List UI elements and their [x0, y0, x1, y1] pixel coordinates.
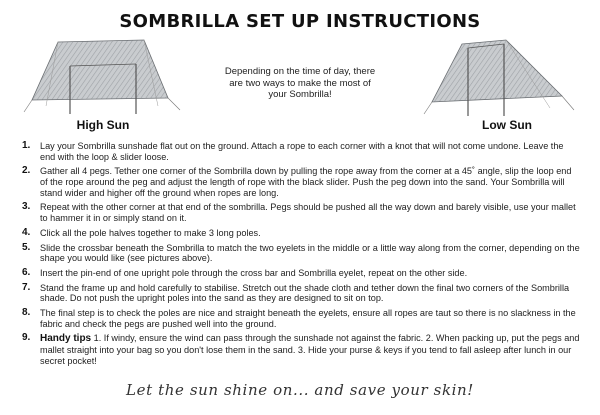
- step-text: Slide the crossbar beneath the Sombrilla to match the two eyelets in the middle or a little way along from the corner, depending on the shape you would like (see pictures above).: [40, 242, 580, 264]
- step-item: [22, 141, 580, 162]
- low-sun-illustration: [420, 38, 580, 118]
- step-item: [22, 283, 580, 304]
- tips-text: 1. If windy, ensure the wind can pass through the sunshade not against the fabric. 2. When packing up, put the pegs and mallet straight into your bag so you don't lose them in the sand. 3. Hide your purse & keys if you tend to fall asleep after lunch in our secret pocket!: [40, 333, 580, 366]
- step-number: 6.: [22, 266, 31, 278]
- step-number: 4.: [22, 226, 31, 238]
- step-number: 5.: [22, 241, 31, 253]
- page-title: SOMBRILLA SET UP INSTRUCTIONS: [119, 11, 481, 32]
- step-text: Click all the pole halves together to make 3 long poles.: [40, 227, 261, 238]
- intro-text: Depending on the time of day, there are two ways to make the most of your Sombrilla!: [224, 66, 376, 100]
- step-item: [22, 243, 580, 264]
- step-item: [22, 166, 580, 198]
- instruction-steps: [22, 141, 580, 370]
- step-item: [22, 228, 580, 239]
- step-text: The final step is to check the poles are nice and straight beneath the eyelets, ensure all ropes are taut so there is no slackness in the fabric and check the pegs are pushed well into the ground.: [40, 308, 576, 329]
- low-sun-label: Low Sun: [482, 118, 532, 132]
- step-text: Insert the pin-end of one upright pole through the cross bar and Sombrilla eyelet, repeat on the other side.: [40, 267, 468, 278]
- step-number: 9.: [22, 332, 31, 344]
- step-item: [22, 308, 580, 329]
- step-number: 2.: [22, 165, 31, 177]
- tips-label: Handy tips: [40, 333, 92, 345]
- step-text: Repeat with the other corner at that end of the sombrilla. Pegs should be pushed all the way down and barely visible, use your mallet to hammer it in or simply stand on it.: [40, 202, 576, 223]
- step-number: 8.: [22, 307, 31, 319]
- step-text: Lay your Sombrilla sunshade flat out on the ground. Attach a rope to each corner with a knot that will not come undone. Leave the end with the loop & slider loose.: [40, 141, 564, 162]
- footer-slogan: Let the sun shine on... and save your skin!: [126, 381, 474, 399]
- high-sun-label: High Sun: [76, 118, 130, 132]
- step-number: 3.: [22, 201, 31, 213]
- high-sun-illustration: [18, 36, 188, 116]
- step-item: [22, 268, 580, 279]
- step-text: Gather all 4 pegs. Tether one corner of the Sombrilla down by pulling the rope away from the corner at a 45˚ angle, slip the loop end of the rope around the peg and adjust the length of rope with the black slider. Push the peg down into the sand. Your Sombrilla will stand wider and higher off the ground when ropes are long.: [40, 166, 572, 198]
- tips-item: [22, 333, 580, 366]
- step-item: [22, 202, 580, 223]
- step-text: Stand the frame up and hold carefully to stabilise. Stretch out the shade cloth and tether down the final two corners of the Sombrilla shade. Do not push the upright poles into the sand as they are designed to sit on top.: [40, 282, 570, 304]
- step-number: 7.: [22, 281, 31, 293]
- step-number: 1.: [22, 140, 31, 151]
